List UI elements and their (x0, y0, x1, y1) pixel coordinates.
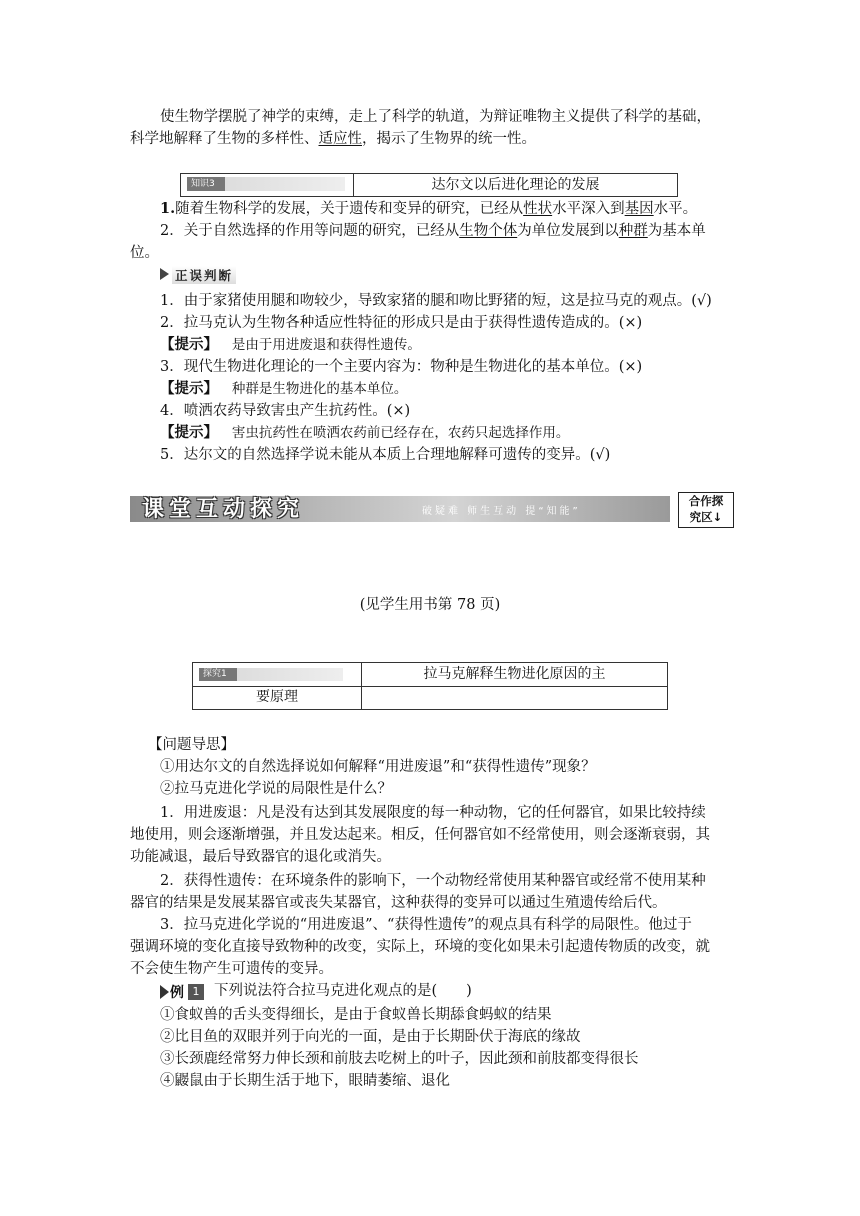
banner-title: 课堂互动探究 (142, 496, 305, 522)
point-3-line-2: 强调环境的变化直接导致物种的改变，实际上，环境的变化如果未引起遗传物质的改变，就 (130, 939, 710, 955)
judge-hint-2: 【提示】 种群是生物进化的基本单位。 (160, 380, 408, 397)
triangle-icon (160, 985, 169, 999)
underlined-term: 基因 (624, 201, 654, 217)
underlined-term: 性状 (523, 201, 553, 217)
explore-tag: 探究1 (199, 668, 343, 681)
judge-item-4: 4．喷洒农药导致害虫产生抗药性。(×) (160, 403, 411, 419)
triangle-icon (160, 268, 169, 280)
explore-1-title: 拉马克解释生物进化原因的主 (423, 666, 606, 682)
cooperation-area-box: 合作探 究区↓ (678, 492, 734, 528)
judge-item-3: 3．现代生物进化理论的一个主要内容为：物种是生物进化的基本单位。(×) (160, 359, 643, 375)
guide-label: 【问题导思】 (148, 737, 235, 753)
knowledge-3-point-2-cont: 位。 (130, 245, 159, 261)
point-3-line-3: 不会使生物产生可遗传的变异。 (130, 961, 333, 977)
judge-hint-1: 【提示】 是由于用进废退和获得性遗传。 (160, 336, 421, 353)
judge-item-2: 2．拉马克认为生物各种适应性特征的形成只是由于获得性遗传造成的。(×) (160, 315, 643, 331)
guide-question-1: ①用达尔文的自然选择说如何解释“用进废退”和“获得性遗传”现象？ (160, 759, 596, 775)
point-3-line-1: 3．拉马克进化学说的“用进废退”、“获得性遗传”的观点具有科学的局限性。他过于 (160, 917, 692, 933)
knowledge-3-point-1: 1.随着生物科学的发展，关于遗传和变异的研究，已经从性状水平深入到基因水平。 (160, 200, 698, 217)
intro-line-2 (130, 128, 730, 150)
point-2-line-1: 2．获得性遗传：在环境条件的影响下，一个动物经常使用某种器官或经常不使用某种 (160, 873, 706, 889)
underlined-term: 适应性 (318, 131, 362, 147)
judge-item-5: 5．达尔文的自然选择学说未能从本质上合理地解释可遗传的变异。(√) (160, 447, 611, 463)
example-option-4: ④鼹鼠由于长期生活于地下，眼睛萎缩、退化 (160, 1073, 450, 1089)
section-banner (130, 490, 736, 528)
point-1-line-3: 功能减退，最后导致器官的退化或消失。 (130, 849, 391, 865)
knowledge-3-header (180, 173, 678, 197)
example-option-3: ③长颈鹿经常努力伸长颈和前肢去吃树上的叶子，因此颈和前肢都变得很长 (160, 1051, 639, 1067)
page-reference: (见学生用书第 78 页) (359, 597, 501, 613)
explore-1-title-cont: 要原理 (256, 689, 298, 705)
example-question: 下列说法符合拉马克进化观点的是( ) (214, 983, 472, 999)
point-1-line-1: 1．用进废退：凡是没有达到其发展限度的每一种动物，它的任何器官，如果比较持续 (160, 805, 706, 821)
knowledge-tag: 知识3 (187, 177, 345, 191)
knowledge-3-title: 达尔文以后进化理论的发展 (431, 177, 600, 193)
point-2-line-2: 器官的结果是发展某器官或丧失某器官，这种获得的变异可以通过生殖遗传给后代。 (130, 895, 667, 911)
example-option-1: ①食蚁兽的舌头变得细长，是由于食蚁兽长期舔食蚂蚁的结果 (160, 1007, 552, 1023)
intro-text: 科学地解释了生物的多样性、 (130, 131, 319, 147)
underlined-term: 种群 (618, 223, 648, 239)
judge-section-label: 正误判断 (160, 266, 256, 282)
example-option-2: ②比目鱼的双眼并列于向光的一面，是由于长期卧伏于海底的缘故 (160, 1029, 581, 1045)
banner-subtitle: 破疑难 师生互动 提“知能” (422, 506, 581, 517)
intro-text: ，揭示了生物界的统一性。 (362, 131, 536, 147)
explore-1-header (192, 662, 668, 710)
judge-item-1: 1．由于家猪使用腿和吻较少，导致家猪的腿和吻比野猪的短，这是拉马克的观点。(√) (160, 293, 712, 309)
intro-line-1: 使生物学摆脱了神学的束缚，走上了科学的轨道，为辩证唯物主义提供了科学的基础， (160, 109, 711, 125)
knowledge-3-point-2: 2．关于自然选择的作用等问题的研究，已经从生物个体为单位发展到以种群为基本单 (160, 223, 706, 239)
guide-question-2: ②拉马克进化学说的局限性是什么？ (160, 781, 392, 797)
point-1-line-2: 地使用，则会逐渐增强，并且发达起来。相反，任何器官如不经常使用，则会逐渐衰弱，其 (130, 827, 710, 843)
judge-hint-3: 【提示】 害虫抗药性在喷洒农药前已经存在，农药只起选择作用。 (160, 424, 570, 441)
underlined-term: 生物个体 (459, 223, 518, 239)
